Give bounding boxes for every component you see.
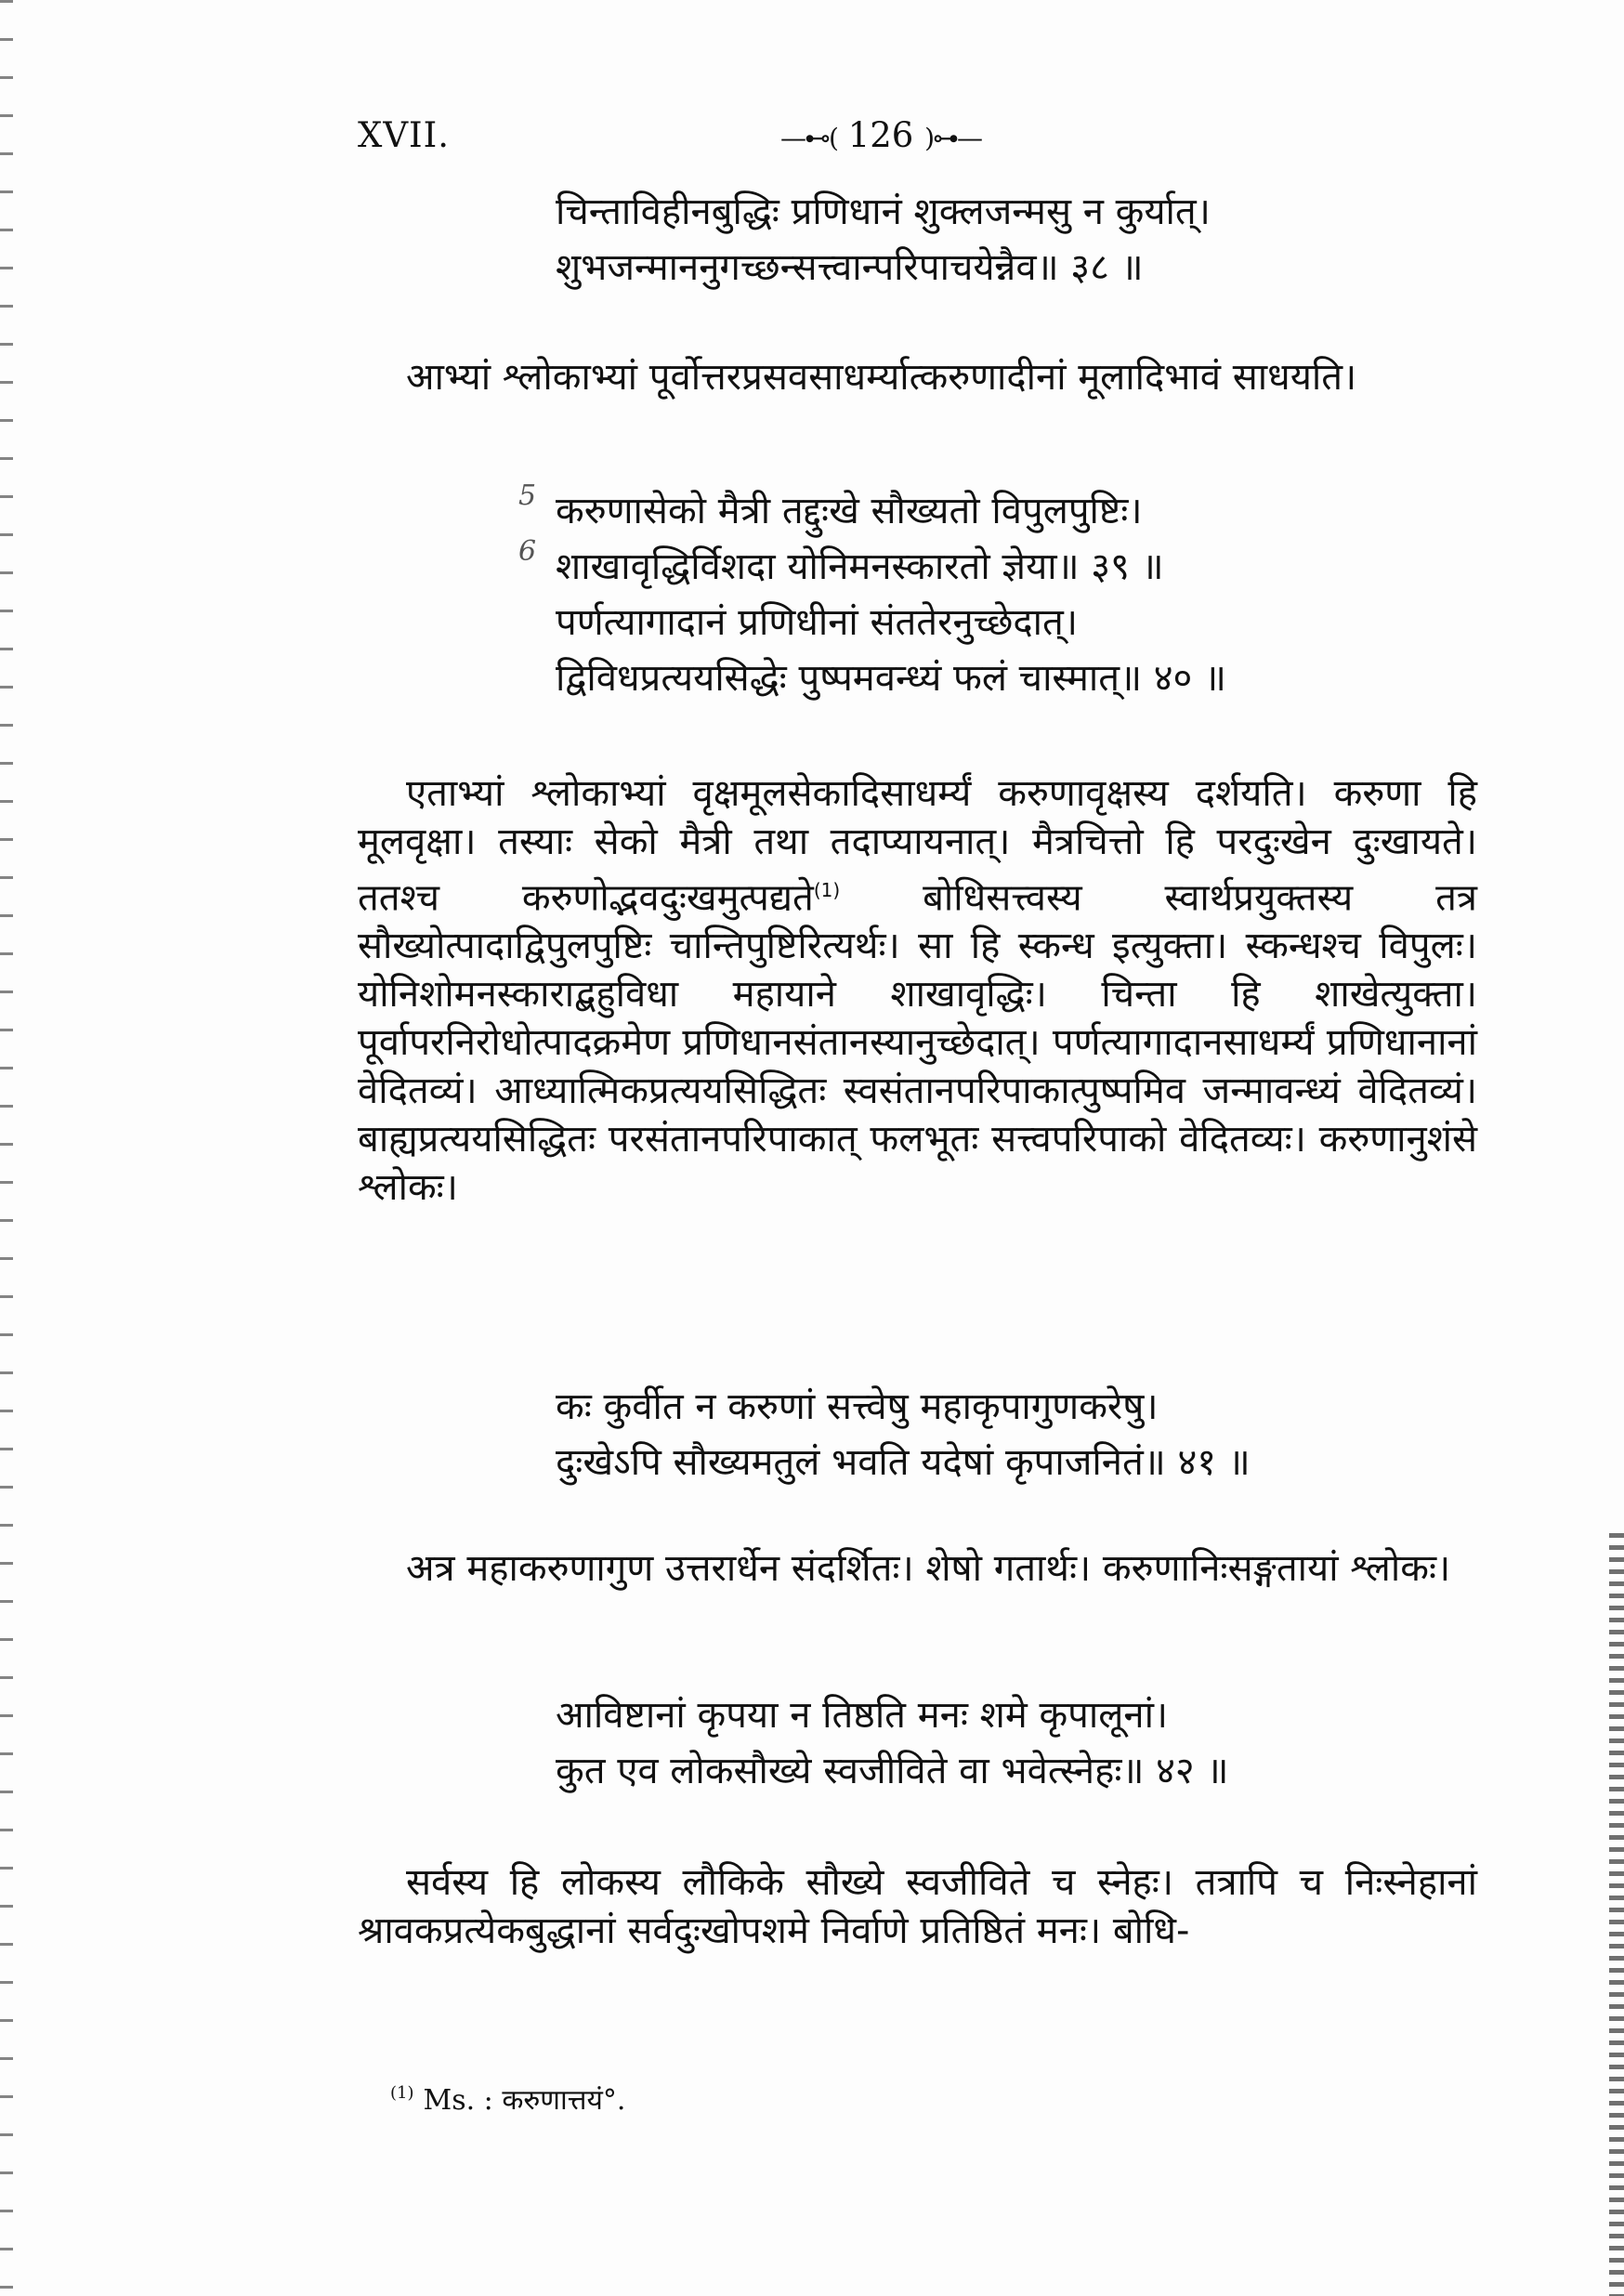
commentary-text-cont: बोधिसत्त्वस्य स्वार्थप्रयुक्तस्य तत्र सौख्योत्पादाद्विपुलपुष्टिः चान्तिपुष्टिरित्यर्थः। सा हि स्कन्ध इत्युक्ता। स्कन्धश्च विपुलः। योनिशोमनस्काराद्बहुविधा महायाने शाखावृद्धिः। चिन्ता हि शाखेत्युक्ता। पूर्वापरनिरोधोत्पादक्रमेण प्रणिधानसंतानस्यानुच्छेदात्। पर्णत्यागादानसाधर्म्यं प्रणिधानानां वेदितव्यं। आध्यात्मिकप्रत्ययसिद्धितः स्वसंतानपरिपाकात्पुष्पमिव जन्मावन्ध्यं वेदितव्यं। बाह्यप्रत्ययसिद्धितः परसंतानपरिपाकात् फलभूतः सत्त्वपरिपाको वेदितव्यः। करुणानुशंसे श्लोकः। [358, 876, 1477, 1210]
ornament-right: )⊶— [924, 123, 982, 153]
verse-42 [556, 1687, 1228, 1799]
commentary-paragraph-2 [358, 769, 1477, 1212]
verse-line: आविष्टानां कृपया न तिष्ठति मनः शमे कृपालूनां। [556, 1694, 1169, 1737]
folio-mark: XVII. [358, 115, 451, 155]
commentary-text: अत्र महाकरुणागुण उत्तरार्धेन संदर्शितः। शेषो गतार्थः। करुणानिःसङ्गतायां श्लोकः। [406, 1547, 1451, 1590]
verse-line: दुःखेऽपि सौख्यमतुलं भवति यदेषां कृपाजनितं॥ ४१ ॥ [556, 1441, 1251, 1484]
verse-line: चिन्ताविहीनबुद्धिः प्रणिधानं शुक्लजन्मसु न कुर्यात्। [556, 190, 1211, 233]
verse-41 [556, 1379, 1251, 1490]
page-number: 126 [847, 115, 914, 155]
page-number-line [780, 115, 981, 155]
verses-39-40 [556, 483, 1226, 706]
commentary-text: एताभ्यां श्लोकाभ्यां वृक्षमूलसेकादिसाधर्म्यं करुणावृक्षस्य दर्शयति। करुणा हि मूलवृक्षा। तस्याः सेको मैत्री तथा तदाप्यायनात्। मैत्रचित्तो हि परदुःखेन दुःखायते। ततश्च करुणोद्भवदुःखमुत्पद्यते [358, 772, 1477, 920]
footnote-text: Ms. : करुणात्तयं°. [423, 2084, 626, 2117]
verse-line: शाखावृद्धिर्विशदा योनिमनस्कारतो ज्ञेया॥ ३९ ॥ [556, 545, 1164, 588]
margin-note-5: 5 [518, 479, 537, 512]
verse-line: पर्णत्यागादानं प्रणिधीनां संततेरनुच्छेदात्। [556, 601, 1078, 644]
verse-line: कुत एव लोकसौख्ये स्वजीविते वा भवेत्स्नेहः॥ ४२ ॥ [556, 1750, 1229, 1792]
scan-edge-right [1609, 1533, 1624, 2296]
scan-edge-left [0, 0, 13, 2296]
verse-line: कः कुर्वीत न करुणां सत्त्वेषु महाकृपागुणकरेषु। [556, 1385, 1159, 1428]
commentary-text: सर्वस्य हि लोकस्य लौकिके सौख्ये स्वजीविते च स्नेहः। तत्रापि च निःस्नेहानां श्रावकप्रत्येकबुद्धानां सर्वदुःखोपशमे निर्वाणे प्रतिष्ठितं मनः। बोधि- [358, 1861, 1477, 1952]
commentary-text: आभ्यां श्लोकाभ्यां पूर्वोत्तरप्रसवसाधर्म्यात्करुणादीनां मूलादिभावं साधयति। [406, 356, 1357, 399]
footnote-marker: (1) [390, 2083, 414, 2103]
commentary-paragraph-1 [358, 353, 1477, 401]
verse-line: करुणासेको मैत्री तद्दुःखे सौख्यतो विपुलपुष्टिः। [556, 490, 1143, 532]
verse-38 [556, 184, 1211, 295]
ornament-left: —⊷( [780, 123, 837, 153]
commentary-paragraph-3 [358, 1544, 1477, 1593]
verse-line: द्विविधप्रत्ययसिद्धेः पुष्पमवन्ध्यं फलं चास्मात्॥ ४० ॥ [556, 657, 1227, 700]
commentary-paragraph-4 [358, 1858, 1477, 1955]
verse-line: शुभजन्माननुगच्छन्सत्त्वान्परिपाचयेन्नैव॥ ३८ ॥ [556, 246, 1144, 289]
footnote-reference: (1) [813, 879, 841, 901]
footnote [390, 2080, 625, 2118]
page-header [358, 110, 1305, 165]
margin-note-6: 6 [518, 535, 537, 568]
